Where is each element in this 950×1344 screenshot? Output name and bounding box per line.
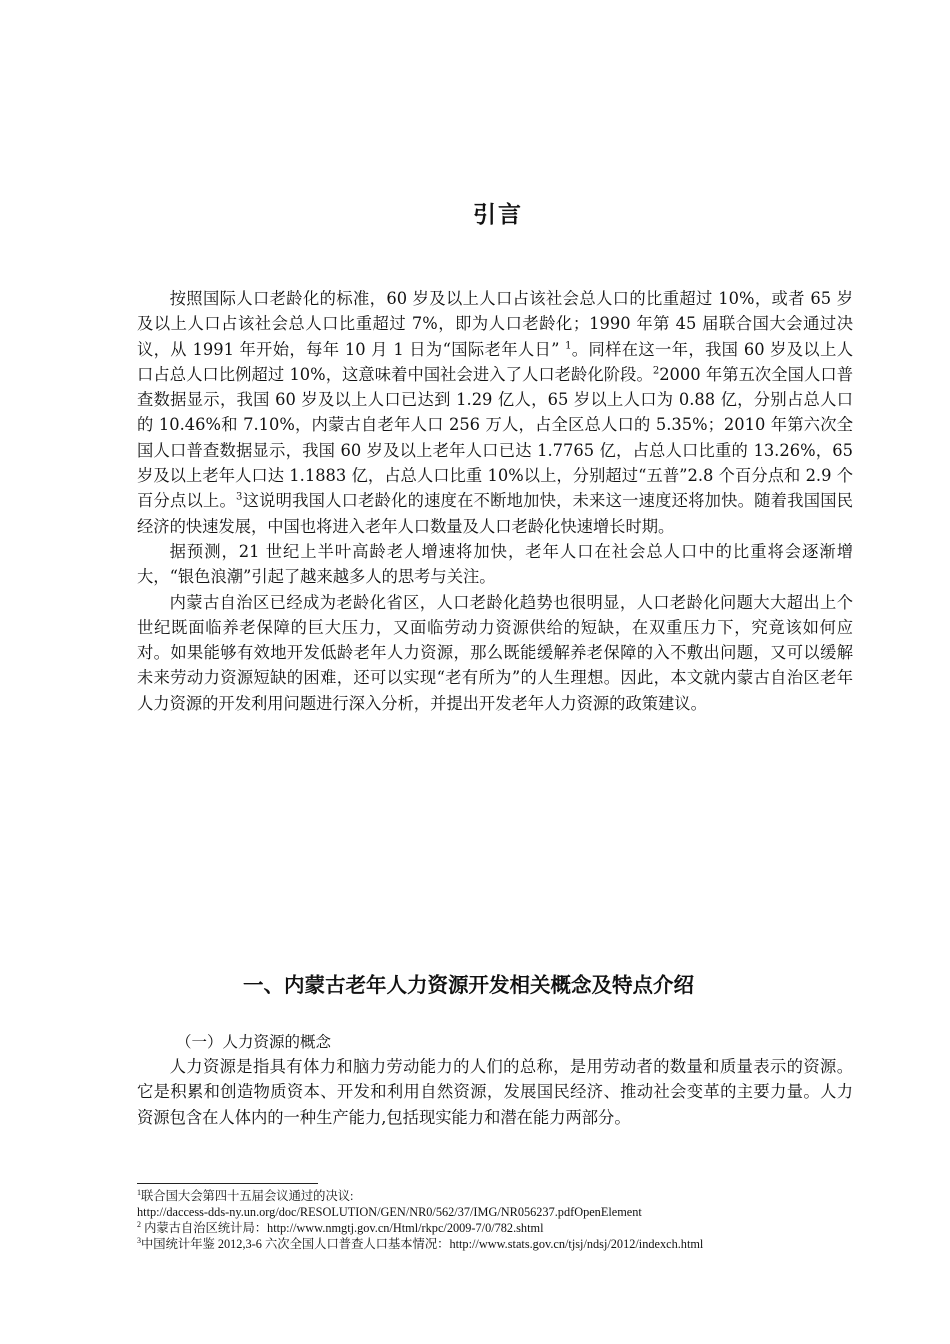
intro-title: 引言 (473, 202, 523, 228)
footnote-ref-1[interactable]: 1 (565, 340, 572, 352)
footnote-3 (137, 1236, 897, 1252)
footnote-3-mark: 3 (137, 1235, 141, 1245)
intro-paragraph-1-part-a: 按照国际人口老龄化的标准，60 岁及以上人口占该社会总人口的比重超过 10%，或者 65 岁及以上人口占该社会总人口比重超过 7%，即为人口老龄化；1990 年第 45 届联合国大会通过决议，从 1991 年开始，每年 10 月 1 日为“国际老年人日” (137, 289, 853, 359)
footnote-1 (137, 1188, 897, 1204)
footnote-2-mark: 2 (137, 1219, 141, 1229)
intro-body (137, 286, 853, 716)
section-1-subheading-1: （一）人力资源的概念 (176, 1033, 332, 1051)
intro-paragraph-1-part-c: 2000 年第五次全国人口普查数据显示，我国 60 岁及以上人口已达到 1.29 亿人，65 岁以上人口为 0.88 亿，分别占总人口的 10.46%和 7.10%，内蒙古自老年人口 256 万人，占全区总人口的 5.35%；2010 年第六次全国人口普查数据显示，我国 60 岁及以上老年人口已达 1.7765 亿，占总人口比重的 13.26%，65 岁及以上老年人口达 1.1883 亿，占总人口比重 10%以上，分别超过“五普”2.8 个百分点和 2.9 个百分点以上。 (137, 364, 853, 511)
intro-paragraph-1 (137, 286, 853, 539)
footnotes (137, 1188, 897, 1252)
section-1-title: 一、内蒙古老年人力资源开发相关概念及特点介绍 (243, 973, 694, 997)
intro-paragraph-1-part-b: 。同样在这一年，我国 60 岁及以上人口占总人口比例超过 10%，这意味着中国社会进入了人口老龄化阶段。 (137, 339, 854, 384)
footnote-1-mark: 1 (137, 1187, 141, 1197)
footnote-ref-3[interactable]: 3 (236, 491, 243, 503)
section-1-paragraph-1: 人力资源是指具有体力和脑力劳动能力的人们的总称，是用劳动者的数量和质量表示的资源。它是积累和创造物质资本、开发和利用自然资源，发展国民经济、推动社会变革的主要力量。人力资源包含在人体内的一种生产能力,包括现实能力和潜在能力两部分。 (137, 1057, 853, 1127)
footnote-3-text[interactable]: 中国统计年鉴 2012,3-6 六次全国人口普查人口基本情况：http://www.stats.gov.cn/tjsj/ndsj/2012/indexch.html (141, 1237, 704, 1251)
footnote-separator (137, 1183, 318, 1184)
footnote-ref-2[interactable]: 2 (652, 365, 660, 377)
footnote-2-text[interactable]: 内蒙古自治区统计局：http://www.nmgtj.gov.cn/Html/rkpc/2009-7/0/782.shtml (141, 1221, 544, 1235)
footnote-2 (137, 1220, 897, 1236)
footnote-1-text: 联合国大会第四十五届会议通过的决议: (141, 1189, 354, 1203)
intro-paragraph-3: 内蒙古自治区已经成为老龄化省区，人口老龄化趋势也很明显，人口老龄化问题大大超出上个世纪既面临养老保障的巨大压力，又面临劳动力资源供给的短缺，在双重压力下，究竟该如何应对。如果能够有效地开发低龄老年人力资源，那么既能缓解养老保障的入不敷出问题，又可以缓解未来劳动力资源短缺的困难，还可以实现“老有所为”的人生理想。因此，本文就内蒙古自治区老年人力资源的开发利用问题进行深入分析，并提出开发老年人力资源的政策建议。 (137, 592, 853, 713)
intro-paragraph-1-part-d: 这说明我国人口老龄化的速度在不断地加快，未来这一速度还将加快。随着我国国民经济的快速发展，中国也将进入老年人口数量及人口老龄化快速增长时期。 (137, 491, 853, 536)
intro-paragraph-2: 据预测，21 世纪上半叶高龄老人增速将加快，老年人口在社会总人口中的比重将会逐渐增大，“银色浪潮”引起了越来越多人的思考与关注。 (137, 541, 853, 587)
footnote-1-url[interactable]: http://daccess-dds-ny.un.org/doc/RESOLUTION/GEN/NR0/562/37/IMG/NR056237.pdfOpenElement (137, 1205, 642, 1219)
